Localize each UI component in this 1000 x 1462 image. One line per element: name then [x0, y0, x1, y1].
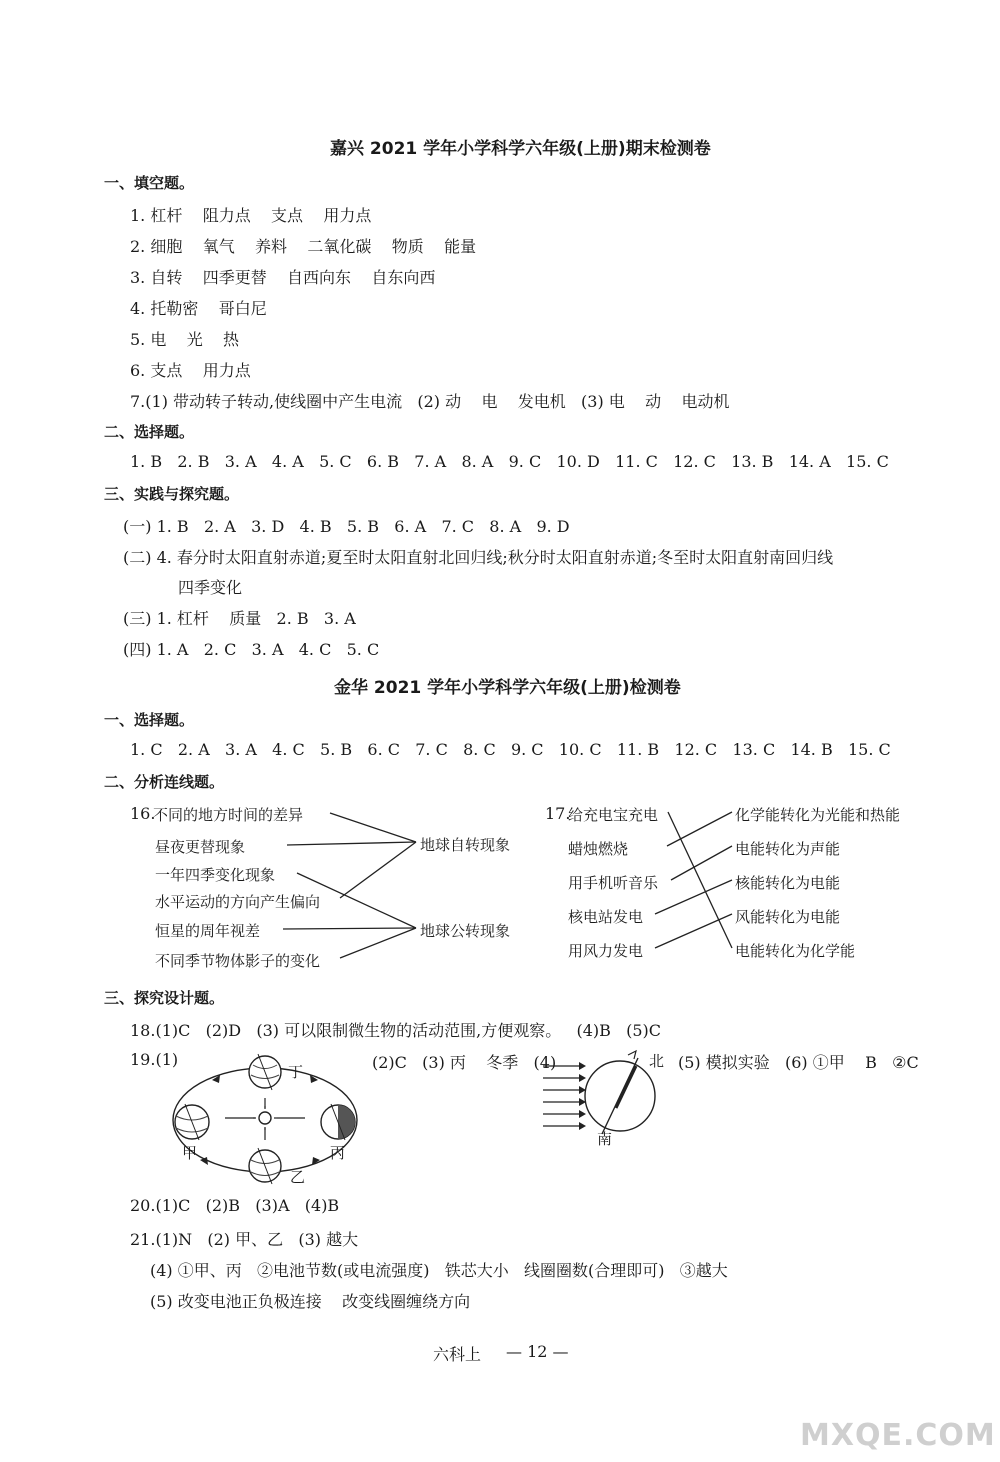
q16-number: 16.: [130, 804, 156, 823]
q16-left-item: 水平运动的方向产生偏向: [155, 893, 321, 911]
q17-left-item: 核电站发电: [568, 908, 644, 926]
q17-right-item: 核能转化为电能: [735, 874, 841, 892]
q19-label: 19.(1): [130, 1050, 179, 1069]
q17-right-item: 电能转化为化学能: [735, 942, 856, 960]
q21-answer-1: 21.(1)N (2) 甲、乙 (3) 越大: [130, 1230, 359, 1249]
q16-right-item: 地球公转现象: [420, 922, 511, 940]
practice-answer-1: (一) 1. B 2. A 3. D 4. B 5. B 6. A 7. C 8. A 9. D: [123, 517, 570, 536]
q17-left-item: 给充电宝充电: [568, 806, 659, 824]
choice-answers: 1. B 2. B 3. A 4. A 5. C 6. B 7. A 8. A 9. C 10. D 11. C 12. C 13. B 14. A 15. C: [130, 452, 889, 471]
section-heading-choice: 二、选择题。: [104, 423, 195, 441]
orbit-label-ding: 丁: [288, 1063, 304, 1081]
sunlight-rays: [543, 1066, 583, 1126]
choice-answers-2: 1. C 2. A 3. A 4. C 5. B 6. C 7. C 8. C 9. C 10. C 11. B 12. C 13. C 14. B 15. C: [130, 740, 891, 759]
globe-label-south: 南: [597, 1130, 613, 1148]
q19-answer-mid: (2)C (3) 丙 冬季 (4): [372, 1053, 557, 1072]
q17-right-item: 电能转化为声能: [735, 840, 841, 858]
section-heading-choice-2: 一、选择题。: [104, 711, 195, 729]
q17-left-item: 蜡烛燃烧: [568, 840, 629, 858]
q21-answer-4: (4) ①甲、丙 ②电池节数(或电流强度) 铁芯大小 线圈圈数(合理即可) ③越大: [150, 1261, 728, 1280]
footer-label: 六科上: [433, 1345, 482, 1364]
q16-right-item: 地球自转现象: [420, 836, 511, 854]
orbit-label-yi: 乙: [290, 1168, 306, 1186]
section-heading-matching: 二、分析连线题。: [104, 773, 225, 791]
page-title-jinhua: 金华 2021 学年小学科学六年级(上册)检测卷: [334, 678, 681, 698]
section-heading-fill: 一、填空题。: [104, 174, 195, 192]
practice-answer-3: (三) 1. 杠杆 质量 2. B 3. A: [123, 609, 356, 628]
practice-answer-2-cont: 四季变化: [178, 578, 243, 597]
q17-left-item: 用风力发电: [568, 942, 644, 960]
globe-label-north: 北: [649, 1052, 665, 1070]
fill-answer-4: 4. 托勒密 哥白尼: [130, 299, 267, 318]
page-number: — 12 —: [506, 1342, 569, 1361]
section-heading-practice: 三、实践与探究题。: [104, 485, 240, 503]
page-title-jiaxing: 嘉兴 2021 学年小学科学六年级(上册)期末检测卷: [330, 139, 711, 159]
practice-answer-4: (四) 1. A 2. C 3. A 4. C 5. C: [123, 640, 380, 659]
fill-answer-6: 6. 支点 用力点: [130, 361, 251, 380]
watermark-logo: MXQE.COM: [800, 1418, 996, 1453]
q16-left-item: 昼夜更替现象: [155, 838, 246, 856]
q16-left-item: 一年四季变化现象: [155, 866, 276, 884]
q19-answer-right: (5) 模拟实验 (6) ①甲 B ②C: [678, 1053, 919, 1072]
fill-answer-7: 7.(1) 带动转子转动,使线圈中产生电流 (2) 动 电 发电机 (3) 电 动 电动机: [130, 392, 730, 411]
fill-answer-3: 3. 自转 四季更替 自西向东 自东向西: [130, 268, 436, 287]
fill-answer-1: 1. 杠杆 阻力点 支点 用力点: [130, 206, 372, 225]
practice-answer-2: (二) 4. 春分时太阳直射赤道;夏至时太阳直射北回归线;秋分时太阳直射赤道;冬至时太阳直射南回归线: [123, 548, 834, 567]
q21-answer-5: (5) 改变电池正负极连接 改变线圈缠绕方向: [150, 1292, 471, 1311]
q17-right-item: 化学能转化为光能和热能: [735, 806, 901, 824]
q16-left-item: 恒星的周年视差: [155, 922, 261, 940]
q16-left-item: 不同的地方时间的差异: [153, 806, 304, 824]
orbit-label-jia: 甲: [182, 1144, 198, 1162]
orbit-label-bing: 丙: [330, 1144, 346, 1162]
q17-number: 17.: [545, 804, 571, 823]
q16-left-item: 不同季节物体影子的变化: [155, 952, 321, 970]
section-heading-design: 三、探究设计题。: [104, 989, 225, 1007]
q18-answer: 18.(1)C (2)D (3) 可以限制微生物的活动范围,方便观察。 (4)B (5)C: [130, 1021, 662, 1040]
north-star-icon: [628, 1051, 636, 1059]
q17-left-item: 用手机听音乐: [568, 874, 659, 892]
fill-answer-5: 5. 电 光 热: [130, 330, 240, 349]
fill-answer-2: 2. 细胞 氧气 养料 二氧化碳 物质 能量: [130, 237, 477, 256]
q17-right-item: 风能转化为电能: [735, 908, 841, 926]
q20-answer: 20.(1)C (2)B (3)A (4)B: [130, 1196, 340, 1215]
